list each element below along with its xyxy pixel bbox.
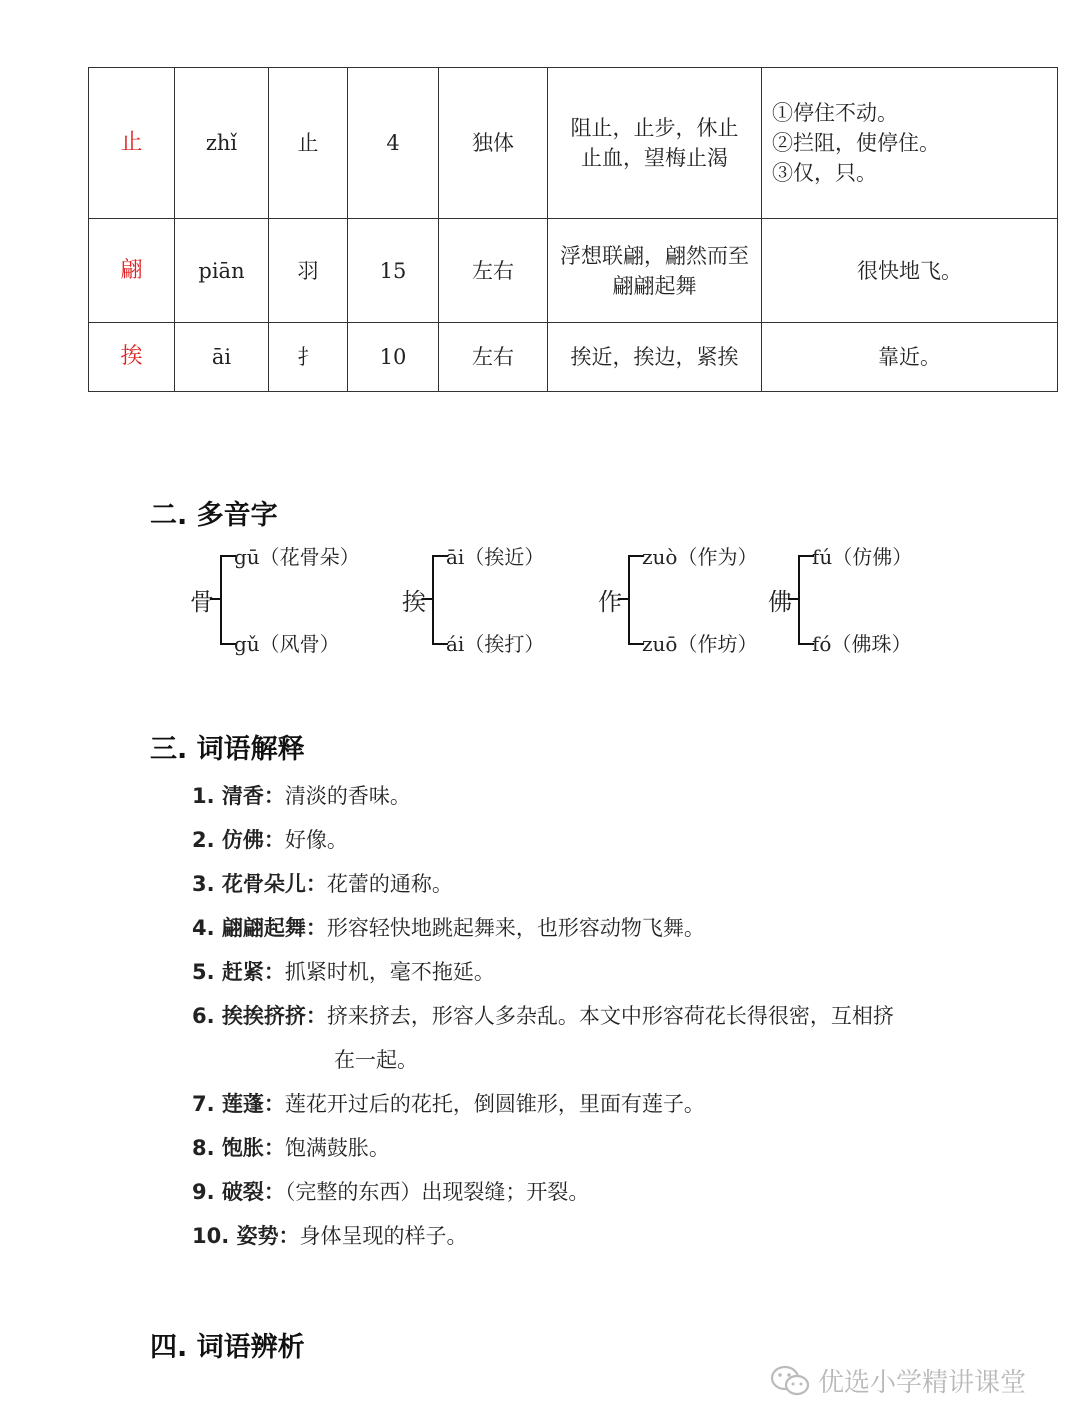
char-cell: 挨: [89, 323, 175, 392]
table-row: [89, 323, 1058, 392]
definition-text: 清淡的香味。: [284, 784, 411, 808]
words-cell: [548, 219, 762, 323]
radical-cell: 止: [269, 68, 348, 219]
word-line: 止血，望梅止渴: [581, 146, 728, 170]
definition-text: 挤来挤去，形容人多杂乱。本文中形容荷花长得很密，互相挤: [326, 1004, 894, 1028]
watermark-text: 优选小学精讲课堂: [818, 1368, 1027, 1398]
definition-item: [192, 1000, 952, 1088]
polyphone-char: 挨: [402, 588, 426, 616]
polyphone-char: 作: [598, 588, 622, 616]
polyphone-char: 佛: [768, 588, 792, 616]
reading-bottom: zuō（作坊）: [642, 632, 758, 656]
structure-cell: 左右: [439, 323, 548, 392]
watermark: [770, 1362, 1026, 1399]
reading-top: āi（挨近）: [446, 545, 545, 569]
reading-top: fú（仿佛）: [812, 545, 913, 569]
meaning-line: 靠近。: [878, 345, 941, 369]
meaning-cell: [762, 323, 1058, 392]
strokes-cell: 4: [348, 68, 439, 219]
definition-text: 饱满鼓胀。: [284, 1136, 390, 1160]
pinyin-cell: zhǐ: [175, 68, 269, 219]
reading-top: zuò（作为）: [642, 545, 758, 569]
meaning-line: ②拦阻，使停住。: [772, 131, 940, 155]
words-cell: [548, 68, 762, 219]
reading-bottom: fó（佛珠）: [812, 632, 912, 656]
table-row: [89, 68, 1058, 219]
definition-term: 1. 清香：: [192, 784, 285, 808]
strokes-cell: 15: [348, 219, 439, 323]
definition-item: [192, 1176, 952, 1220]
definition-term: 8. 饱胀：: [192, 1136, 285, 1160]
vocab-table: [88, 67, 1058, 392]
definition-text: 好像。: [284, 828, 348, 852]
definition-term: 7. 莲蓬：: [192, 1092, 285, 1116]
wechat-icon: [770, 1364, 810, 1398]
reading-bottom: gǔ（风骨）: [234, 632, 340, 656]
radical-cell: 羽: [269, 219, 348, 323]
polyphone-char: 骨: [190, 588, 214, 616]
definition-text: 莲花开过后的花托，倒圆锥形，里面有莲子。: [284, 1092, 705, 1116]
char-cell: 止: [89, 68, 175, 219]
meaning-line: ③仅，只。: [772, 161, 877, 185]
reading-bottom: ái（挨打）: [446, 632, 545, 656]
definition-text-cont: 在一起。: [334, 1048, 418, 1072]
pinyin-cell: āi: [175, 323, 269, 392]
meaning-line: 很快地飞。: [857, 258, 962, 283]
strokes-cell: 10: [348, 323, 439, 392]
definition-item: [192, 1088, 952, 1132]
section-heading-definitions: 三. 词语解释: [150, 734, 305, 765]
definition-term: 2. 仿佛：: [192, 828, 285, 852]
word-line: 翩翩起舞: [612, 273, 697, 298]
word-line: 挨近，挨边，紧挨: [570, 345, 739, 369]
definition-item: [192, 1132, 952, 1176]
word-line: 阻止，止步，休止: [570, 116, 739, 140]
definition-text: 花蕾的通称。: [326, 872, 453, 896]
definition-term: 9. 破裂：: [192, 1180, 285, 1204]
definition-item: [192, 1220, 952, 1264]
section-heading-word-analysis: 四. 词语辨析: [150, 1332, 305, 1363]
definition-item: [192, 912, 952, 956]
definition-item: [192, 868, 952, 912]
structure-cell: 独体: [439, 68, 548, 219]
pinyin-cell: piān: [175, 219, 269, 323]
definition-term: 6. 挨挨挤挤：: [192, 1004, 327, 1028]
definition-term: 4. 翩翩起舞：: [192, 916, 327, 940]
words-cell: [548, 323, 762, 392]
definition-term: 3. 花骨朵儿：: [192, 872, 327, 896]
radical-cell: 扌: [269, 323, 348, 392]
definition-list: [192, 780, 952, 1264]
meaning-cell: [762, 68, 1058, 219]
definition-term: 10. 姿势：: [192, 1224, 300, 1248]
meaning-cell: [762, 219, 1058, 323]
definition-text: （完整的东西）出现裂缝；开裂。: [284, 1180, 590, 1204]
definition-text: 抓紧时机，毫不拖延。: [284, 960, 495, 984]
definition-text: 形容轻快地跳起舞来，也形容动物飞舞。: [326, 916, 705, 940]
table-row: [89, 219, 1058, 323]
definition-item: [192, 780, 952, 824]
char-cell: 翩: [89, 219, 175, 323]
definition-term: 5. 赶紧：: [192, 960, 285, 984]
word-line: 浮想联翩，翩然而至: [560, 243, 749, 268]
definition-item: [192, 956, 952, 1000]
definition-item: [192, 824, 952, 868]
section-heading-polyphones: 二. 多音字: [150, 500, 278, 531]
meaning-line: ①停住不动。: [772, 101, 898, 125]
structure-cell: 左右: [439, 219, 548, 323]
definition-text: 身体呈现的样子。: [299, 1224, 468, 1248]
reading-top: gū（花骨朵）: [234, 545, 360, 569]
